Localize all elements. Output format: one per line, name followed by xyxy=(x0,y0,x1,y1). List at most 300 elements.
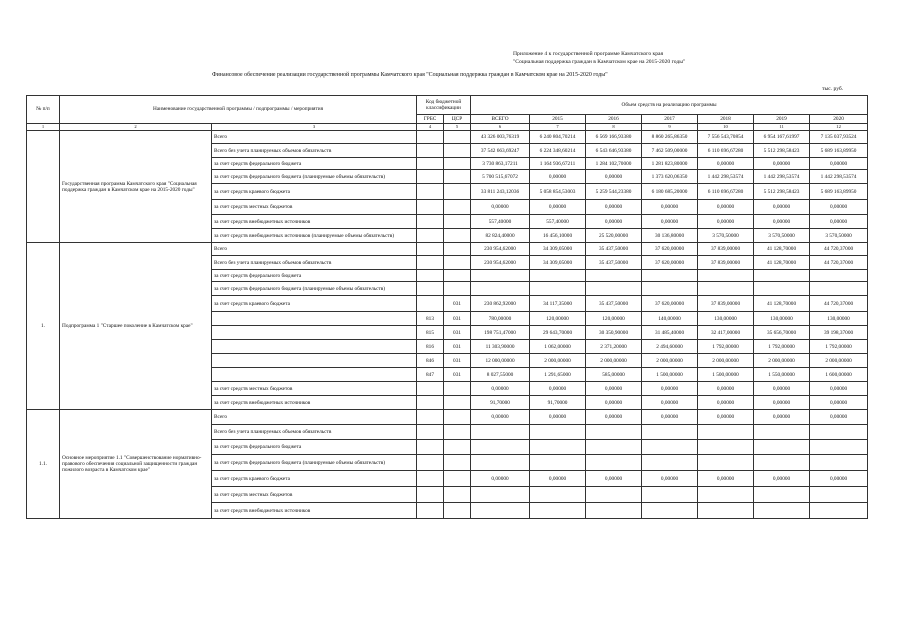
column-number: 8 xyxy=(586,124,642,131)
row-label: за счет средств федерального бюджета xyxy=(212,270,417,282)
header-volume: Объем средств на реализацию программы xyxy=(471,96,868,115)
value-total xyxy=(471,503,530,519)
value-year: 0,00000 xyxy=(754,396,810,410)
value-year xyxy=(530,455,586,471)
value-year xyxy=(698,455,754,471)
value-year xyxy=(642,425,698,440)
value-year: 120,00000 xyxy=(530,312,586,326)
value-year: 41 128,70000 xyxy=(754,243,810,256)
header-year: 2019 xyxy=(754,115,810,124)
value-year: 0,00000 xyxy=(586,396,642,410)
value-year xyxy=(642,282,698,296)
value-year: 32 417,00000 xyxy=(698,326,754,340)
csr-code xyxy=(444,270,471,282)
value-year: 0,00000 xyxy=(810,200,868,215)
value-year: 35 656,70000 xyxy=(754,326,810,340)
value-total: 8 027,55000 xyxy=(471,368,530,382)
value-year xyxy=(530,425,586,440)
value-year: 2 000,00000 xyxy=(586,354,642,368)
csr-code: 031 xyxy=(444,368,471,382)
value-year: 5 689 163,89950 xyxy=(810,144,868,158)
csr-code xyxy=(444,282,471,296)
value-year xyxy=(754,270,810,282)
value-year: 44 720,37000 xyxy=(810,296,868,312)
row-name: Основное мероприятие 1.1 "Совершенствование нормативно-правового обеспечения социальной защищенности граждан пожилого возраста в Камчатском крае" xyxy=(60,410,212,519)
column-number: 2 xyxy=(60,124,212,131)
row-label: за счет средств местных бюджетов xyxy=(212,382,417,396)
row-label: за счет средств федерального бюджета (планируемые объемы обязательств) xyxy=(212,170,417,184)
value-year: 557,40000 xyxy=(530,215,586,229)
csr-code: 031 xyxy=(444,354,471,368)
grbs-code xyxy=(417,410,444,425)
row-name: Подпрограмма 1 "Старшее поколение в Камчатском крае" xyxy=(60,243,212,410)
value-year xyxy=(586,282,642,296)
grbs-code xyxy=(417,471,444,487)
value-year xyxy=(754,487,810,503)
value-year: 0,00000 xyxy=(642,215,698,229)
row-number: 1. xyxy=(27,243,60,410)
value-year: 1 792,00000 xyxy=(754,340,810,354)
value-year xyxy=(698,282,754,296)
value-year: 5 512 298,58423 xyxy=(754,184,810,200)
value-year: 0,00000 xyxy=(586,382,642,396)
value-year: 0,00000 xyxy=(586,410,642,425)
value-year: 16 456,10000 xyxy=(530,229,586,243)
value-year: 0,00000 xyxy=(698,158,754,170)
row-label: за счет средств краевого бюджета xyxy=(212,471,417,487)
value-year xyxy=(698,440,754,455)
value-total: 11 303,90000 xyxy=(471,340,530,354)
row-label xyxy=(212,340,417,354)
value-year xyxy=(642,440,698,455)
grbs-code: 847 xyxy=(417,368,444,382)
column-number: 1 xyxy=(27,124,60,131)
value-year: 7 556 543,70854 xyxy=(698,131,754,144)
value-total: 780,00000 xyxy=(471,312,530,326)
row-label: Всего xyxy=(212,243,417,256)
csr-code xyxy=(444,184,471,200)
value-year: 8 860 265,86350 xyxy=(642,131,698,144)
csr-code xyxy=(444,425,471,440)
value-year: 29 643,70000 xyxy=(530,326,586,340)
column-number: 11 xyxy=(754,124,810,131)
value-year: 39 198,37000 xyxy=(810,326,868,340)
grbs-code xyxy=(417,215,444,229)
grbs-code: 815 xyxy=(417,326,444,340)
value-year xyxy=(530,270,586,282)
value-year xyxy=(754,455,810,471)
row-label xyxy=(212,312,417,326)
value-year: 0,00000 xyxy=(754,382,810,396)
value-year: 1 164 936,67211 xyxy=(530,158,586,170)
row-label: за счет средств федерального бюджета (планируемые объемы обязательств) xyxy=(212,455,417,471)
grbs-code xyxy=(417,243,444,256)
value-year: 3 570,50000 xyxy=(698,229,754,243)
value-total: 230 954,62000 xyxy=(471,243,530,256)
grbs-code xyxy=(417,282,444,296)
row-label: Всего без учета планируемых объемов обязательств xyxy=(212,256,417,270)
value-year xyxy=(642,487,698,503)
csr-code: 031 xyxy=(444,312,471,326)
value-year: 3 570,50000 xyxy=(754,229,810,243)
row-label: Всего xyxy=(212,410,417,425)
row-label: за счет средств краевого бюджета xyxy=(212,296,417,312)
value-year: 6 240 804,70214 xyxy=(530,131,586,144)
value-year: 0,00000 xyxy=(642,382,698,396)
csr-code xyxy=(444,396,471,410)
value-year xyxy=(698,487,754,503)
value-year xyxy=(810,503,868,519)
value-year: 0,00000 xyxy=(810,215,868,229)
grbs-code xyxy=(417,382,444,396)
header-csr: ЦСР xyxy=(444,115,471,124)
value-year: 1 500,00000 xyxy=(698,368,754,382)
row-number: 1.1. xyxy=(27,410,60,519)
row-number xyxy=(27,131,60,243)
header-name: Наименование государственной программы / подпрограммы / мероприятия xyxy=(60,96,417,124)
value-year: 37 839,00000 xyxy=(698,243,754,256)
column-number: 4 xyxy=(417,124,444,131)
value-year xyxy=(642,270,698,282)
value-year: 0,00000 xyxy=(698,382,754,396)
value-year: 585,00000 xyxy=(586,368,642,382)
grbs-code xyxy=(417,270,444,282)
row-label: Всего без учета планируемых объемов обязательств xyxy=(212,144,417,158)
value-year: 0,00000 xyxy=(530,471,586,487)
value-year: 0,00000 xyxy=(586,215,642,229)
csr-code xyxy=(444,144,471,158)
value-year: 0,00000 xyxy=(530,382,586,396)
grbs-code: 816 xyxy=(417,340,444,354)
value-year: 0,00000 xyxy=(642,396,698,410)
value-year: 44 720,37000 xyxy=(810,243,868,256)
value-year: 2 000,00000 xyxy=(530,354,586,368)
value-year xyxy=(642,455,698,471)
row-label: за счет средств федерального бюджета xyxy=(212,440,417,455)
value-year: 5 058 854,53003 xyxy=(530,184,586,200)
value-year: 41 128,70000 xyxy=(754,256,810,270)
header-code: Код бюджетной классификации xyxy=(417,96,471,115)
value-year: 37 839,00000 xyxy=(698,256,754,270)
value-year: 0,00000 xyxy=(810,382,868,396)
value-year: 37 620,00000 xyxy=(642,296,698,312)
csr-code xyxy=(444,131,471,144)
value-year: 0,00000 xyxy=(642,410,698,425)
value-year xyxy=(810,440,868,455)
csr-code xyxy=(444,410,471,425)
value-year xyxy=(642,503,698,519)
value-year: 0,00000 xyxy=(754,471,810,487)
value-year: 0,00000 xyxy=(642,471,698,487)
value-year: 2 000,00000 xyxy=(810,354,868,368)
value-year xyxy=(754,425,810,440)
value-year xyxy=(530,503,586,519)
header-year: 2015 xyxy=(530,115,586,124)
value-year: 44 720,37000 xyxy=(810,256,868,270)
value-year: 35 437,50000 xyxy=(586,296,642,312)
value-year: 6 543 646,93380 xyxy=(586,144,642,158)
grbs-code: 846 xyxy=(417,354,444,368)
value-total xyxy=(471,440,530,455)
value-year: 0,00000 xyxy=(754,200,810,215)
value-year: 34 309,05000 xyxy=(530,243,586,256)
value-year: 30 136,80000 xyxy=(642,229,698,243)
value-year: 0,00000 xyxy=(810,396,868,410)
value-total: 230 862,92000 xyxy=(471,296,530,312)
value-year: 0,00000 xyxy=(698,410,754,425)
csr-code xyxy=(444,382,471,396)
value-year xyxy=(698,270,754,282)
value-year: 6 954 167,61997 xyxy=(754,131,810,144)
value-total: 82 824,40000 xyxy=(471,229,530,243)
value-year: 3 570,50000 xyxy=(810,229,868,243)
value-year: 2 494,60000 xyxy=(642,340,698,354)
row-label: за счет средств федерального бюджета (планируемые объемы обязательств) xyxy=(212,282,417,296)
value-year: 6 110 696,67280 xyxy=(698,184,754,200)
value-year: 0,00000 xyxy=(810,471,868,487)
value-total: 198 751,47000 xyxy=(471,326,530,340)
value-year: 7 135 037,93524 xyxy=(810,131,868,144)
value-year: 0,00000 xyxy=(530,170,586,184)
value-year: 1 373 620,06350 xyxy=(642,170,698,184)
grbs-code xyxy=(417,487,444,503)
value-year: 1 442 298,53574 xyxy=(754,170,810,184)
value-year: 6 110 696,67280 xyxy=(698,144,754,158)
value-year: 1 062,00000 xyxy=(530,340,586,354)
row-label xyxy=(212,354,417,368)
value-total: 12 000,00000 xyxy=(471,354,530,368)
grbs-code xyxy=(417,425,444,440)
grbs-code xyxy=(417,396,444,410)
value-year: 120,00000 xyxy=(586,312,642,326)
value-total: 0,00000 xyxy=(471,410,530,425)
value-year: 91,70000 xyxy=(530,396,586,410)
csr-code xyxy=(444,455,471,471)
value-year: 1 442 298,53574 xyxy=(810,170,868,184)
value-year xyxy=(754,282,810,296)
value-year: 130,00000 xyxy=(810,312,868,326)
csr-code xyxy=(444,503,471,519)
value-total xyxy=(471,455,530,471)
csr-code xyxy=(444,487,471,503)
value-year: 2 000,00000 xyxy=(754,354,810,368)
value-total: 43 326 003,76319 xyxy=(471,131,530,144)
value-total: 3 730 863,17211 xyxy=(471,158,530,170)
value-total: 5 700 515,67072 xyxy=(471,170,530,184)
grbs-code xyxy=(417,158,444,170)
grbs-code xyxy=(417,131,444,144)
csr-code xyxy=(444,440,471,455)
header-num: № п/п xyxy=(27,96,60,124)
value-year: 5 689 163,89950 xyxy=(810,184,868,200)
value-total xyxy=(471,487,530,503)
units-label: тыс. руб. xyxy=(822,86,844,92)
value-year: 0,00000 xyxy=(642,200,698,215)
value-total xyxy=(471,425,530,440)
row-label xyxy=(212,326,417,340)
row-label: за счет средств внебюджетных источников xyxy=(212,215,417,229)
row-label: за счет средств внебюджетных источников (планируемые объемы обязательств) xyxy=(212,229,417,243)
csr-code xyxy=(444,229,471,243)
value-year: 0,00000 xyxy=(754,215,810,229)
value-year: 1 600,00000 xyxy=(810,368,868,382)
column-number: 10 xyxy=(698,124,754,131)
value-year: 6 180 685,20000 xyxy=(642,184,698,200)
value-year: 2 371,20000 xyxy=(586,340,642,354)
value-year xyxy=(810,455,868,471)
value-year: 130,00000 xyxy=(698,312,754,326)
value-total: 230 954,62000 xyxy=(471,256,530,270)
value-year xyxy=(586,487,642,503)
value-year: 35 437,50000 xyxy=(586,256,642,270)
value-year: 0,00000 xyxy=(586,200,642,215)
value-year: 37 620,00000 xyxy=(642,256,698,270)
csr-code xyxy=(444,256,471,270)
value-total: 33 811 243,12036 xyxy=(471,184,530,200)
value-year: 25 520,00000 xyxy=(586,229,642,243)
row-name: Государственная программа Камчатского края "Социальная поддержка граждан в Камчатском крае на 2015-2020 годы" xyxy=(60,131,212,243)
value-year: 0,00000 xyxy=(698,471,754,487)
value-year: 0,00000 xyxy=(530,410,586,425)
row-label: Всего без учета планируемых объемов обязательств xyxy=(212,425,417,440)
value-year: 1 550,00000 xyxy=(754,368,810,382)
document-title: Финансовое обеспечение реализации государственной программы Камчатского края "Социальная поддержка граждан в Камчатском крае на 2015-2020 годы" xyxy=(212,72,608,78)
value-year xyxy=(530,282,586,296)
column-number: 9 xyxy=(642,124,698,131)
table-row xyxy=(27,131,868,144)
value-total: 0,00000 xyxy=(471,200,530,215)
row-label xyxy=(212,368,417,382)
value-year: 0,00000 xyxy=(530,200,586,215)
value-year: 34 309,05000 xyxy=(530,256,586,270)
table-row xyxy=(27,410,868,425)
column-number: 12 xyxy=(810,124,868,131)
csr-code: 031 xyxy=(444,340,471,354)
column-number: 6 xyxy=(471,124,530,131)
value-year: 0,00000 xyxy=(754,410,810,425)
value-year: 30 350,90000 xyxy=(586,326,642,340)
column-number: 7 xyxy=(530,124,586,131)
row-label: за счет средств внебюджетных источников xyxy=(212,396,417,410)
grbs-code xyxy=(417,256,444,270)
value-year: 37 839,00000 xyxy=(698,296,754,312)
header-year: 2016 xyxy=(586,115,642,124)
row-label: за счет средств местных бюджетов xyxy=(212,487,417,503)
value-year: 0,00000 xyxy=(586,170,642,184)
value-year: 35 437,50000 xyxy=(586,243,642,256)
value-year: 6 224 348,60214 xyxy=(530,144,586,158)
column-number: 3 xyxy=(212,124,417,131)
csr-code xyxy=(444,158,471,170)
grbs-code xyxy=(417,200,444,215)
grbs-code xyxy=(417,229,444,243)
value-year xyxy=(810,282,868,296)
value-total: 0,00000 xyxy=(471,471,530,487)
grbs-code xyxy=(417,503,444,519)
value-year xyxy=(810,487,868,503)
header-total: ВСЕГО xyxy=(471,115,530,124)
header-year: 2018 xyxy=(698,115,754,124)
row-label: за счет средств краевого бюджета xyxy=(212,184,417,200)
value-year: 130,00000 xyxy=(754,312,810,326)
value-year: 5 512 298,58423 xyxy=(754,144,810,158)
grbs-code: 813 xyxy=(417,312,444,326)
value-year: 41 128,70000 xyxy=(754,296,810,312)
value-year: 0,00000 xyxy=(586,471,642,487)
header-year: 2020 xyxy=(810,115,868,124)
value-year xyxy=(586,440,642,455)
value-year xyxy=(586,455,642,471)
csr-code xyxy=(444,215,471,229)
value-year: 1 792,00000 xyxy=(698,340,754,354)
row-label: за счет средств местных бюджетов xyxy=(212,200,417,215)
csr-code xyxy=(444,471,471,487)
value-year: 0,00000 xyxy=(698,200,754,215)
column-number: 5 xyxy=(444,124,471,131)
csr-code xyxy=(444,170,471,184)
value-year: 7 462 509,00000 xyxy=(642,144,698,158)
value-year: 5 259 544,23380 xyxy=(586,184,642,200)
value-year: 1 500,00000 xyxy=(642,368,698,382)
value-year xyxy=(754,440,810,455)
value-year xyxy=(810,270,868,282)
value-year: 2 000,00000 xyxy=(698,354,754,368)
value-year xyxy=(754,503,810,519)
value-year: 6 569 166,93380 xyxy=(586,131,642,144)
value-year xyxy=(698,503,754,519)
value-year: 34 117,35000 xyxy=(530,296,586,312)
value-year: 1 291,65000 xyxy=(530,368,586,382)
csr-code: 031 xyxy=(444,326,471,340)
annex-line-2: "Социальная поддержка граждан в Камчатском крае на 2015-2020 годы" xyxy=(513,59,686,65)
value-year xyxy=(530,487,586,503)
value-year: 1 281 823,80000 xyxy=(642,158,698,170)
value-year xyxy=(586,425,642,440)
grbs-code xyxy=(417,144,444,158)
annex-line-1: Приложение 4 к государственной программе Камчатского края xyxy=(513,51,664,57)
value-year: 1 284 102,70000 xyxy=(586,158,642,170)
header-grbs: ГРБС xyxy=(417,115,444,124)
value-year: 0,00000 xyxy=(810,158,868,170)
grbs-code xyxy=(417,184,444,200)
value-year: 0,00000 xyxy=(698,396,754,410)
csr-code xyxy=(444,243,471,256)
value-year: 140,00000 xyxy=(642,312,698,326)
grbs-code xyxy=(417,296,444,312)
grbs-code xyxy=(417,170,444,184)
value-year xyxy=(586,503,642,519)
header-year: 2017 xyxy=(642,115,698,124)
grbs-code xyxy=(417,455,444,471)
value-year: 37 620,00000 xyxy=(642,243,698,256)
value-year: 1 442 298,53574 xyxy=(698,170,754,184)
csr-code: 031 xyxy=(444,296,471,312)
value-year: 0,00000 xyxy=(810,410,868,425)
value-year: 1 792,00000 xyxy=(810,340,868,354)
finance-table xyxy=(26,95,868,519)
value-total: 91,70000 xyxy=(471,396,530,410)
value-year xyxy=(698,425,754,440)
row-label: за счет средств внебюджетных источников xyxy=(212,503,417,519)
value-year: 0,00000 xyxy=(698,215,754,229)
value-year: 0,00000 xyxy=(754,158,810,170)
csr-code xyxy=(444,200,471,215)
value-year: 2 000,00000 xyxy=(642,354,698,368)
value-year xyxy=(530,440,586,455)
value-year: 31 485,40000 xyxy=(642,326,698,340)
value-year xyxy=(586,270,642,282)
value-year xyxy=(810,425,868,440)
